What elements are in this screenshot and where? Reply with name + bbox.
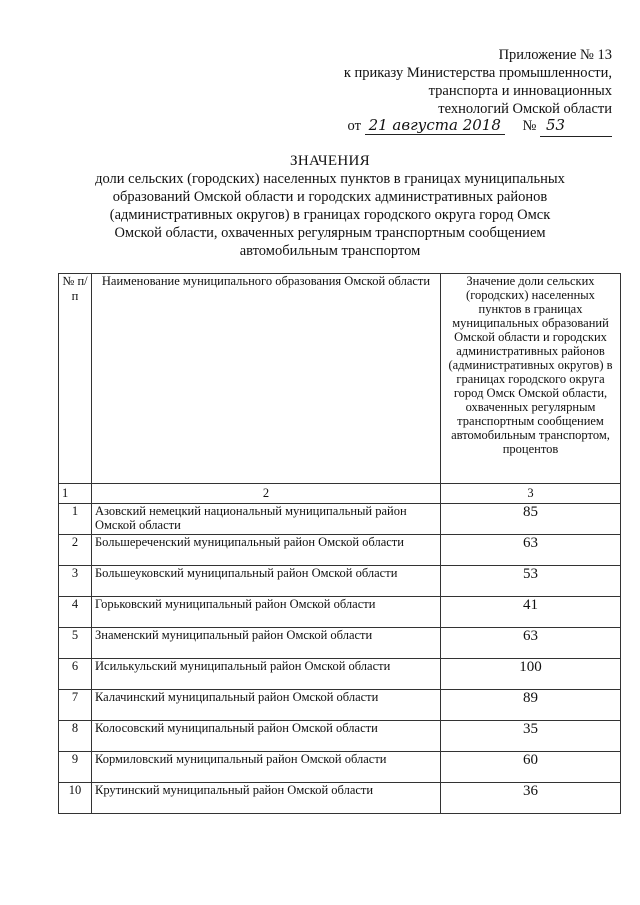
appendix-line: транспорта и инновационных xyxy=(428,83,612,99)
appendix-header xyxy=(292,46,612,118)
column-header-number: № п/п xyxy=(59,274,92,484)
table-row xyxy=(59,504,621,535)
row-name: Кормиловский муниципальный район Омской области xyxy=(92,752,441,783)
row-name: Калачинский муниципальный район Омской области xyxy=(92,690,441,721)
table-row xyxy=(59,721,621,752)
row-number: 8 xyxy=(59,721,92,752)
title-line: образований Омской области и городских административных районов xyxy=(112,189,548,205)
row-value: 85 xyxy=(441,504,621,535)
table-row xyxy=(59,535,621,566)
table-row xyxy=(59,566,621,597)
row-value: 35 xyxy=(441,721,621,752)
table-header-row xyxy=(59,274,621,484)
row-value: 53 xyxy=(441,566,621,597)
row-number: 2 xyxy=(59,535,92,566)
row-number: 5 xyxy=(59,628,92,659)
table-row xyxy=(59,690,621,721)
row-number: 1 xyxy=(59,504,92,535)
title-line: доли сельских (городских) населенных пунктов в границах муниципальных xyxy=(95,171,565,187)
row-number: 4 xyxy=(59,597,92,628)
table-row xyxy=(59,752,621,783)
row-value: 60 xyxy=(441,752,621,783)
row-name: Большеуковский муниципальный район Омской области xyxy=(92,566,441,597)
order-number-label: № xyxy=(522,118,537,134)
table-row xyxy=(59,783,621,814)
column-index: 3 xyxy=(441,484,621,504)
order-number: 53 xyxy=(546,116,566,134)
title-line: автомобильным транспортом xyxy=(239,243,421,259)
row-name: Крутинский муниципальный район Омской области xyxy=(92,783,441,814)
row-value: 36 xyxy=(441,783,621,814)
column-index-row xyxy=(59,484,621,504)
row-value: 41 xyxy=(441,597,621,628)
row-name: Знаменский муниципальный район Омской области xyxy=(92,628,441,659)
column-header-name: Наименование муниципального образования Омской области xyxy=(92,274,441,484)
appendix-line: к приказу Министерства промышленности, xyxy=(343,65,612,81)
order-from-label: от xyxy=(347,118,361,134)
document-title xyxy=(60,152,600,260)
row-value: 63 xyxy=(441,535,621,566)
column-index: 1 xyxy=(59,484,92,504)
row-number: 9 xyxy=(59,752,92,783)
row-number: 6 xyxy=(59,659,92,690)
row-value: 63 xyxy=(441,628,621,659)
order-reference xyxy=(312,116,612,137)
table-row xyxy=(59,659,621,690)
row-number: 3 xyxy=(59,566,92,597)
table-row xyxy=(59,597,621,628)
row-name: Большереченский муниципальный район Омской области xyxy=(92,535,441,566)
row-name: Исилькульский муниципальный район Омской области xyxy=(92,659,441,690)
appendix-line: Приложение № 13 xyxy=(498,47,612,63)
row-name: Горьковский муниципальный район Омской области xyxy=(92,597,441,628)
row-number: 7 xyxy=(59,690,92,721)
row-value: 89 xyxy=(441,690,621,721)
order-date: 21 августа 2018 xyxy=(365,116,505,135)
column-header-value: Значение доли сельских (городских) населенных пунктов в границах муниципальных образований Омской области и городских административных районов (административных округов) в границах городского округа город Омск Омской области, охваченных регулярным транспортным сообщением автомобильным транспортом, процентов xyxy=(441,274,621,484)
table-row xyxy=(59,628,621,659)
row-name: Азовский немецкий национальный муниципальный район Омской области xyxy=(92,504,441,535)
row-number: 10 xyxy=(59,783,92,814)
values-table xyxy=(58,273,621,814)
title-line: Омской области, охваченных регулярным транспортным сообщением xyxy=(114,225,546,241)
appendix-line: технологий Омской области xyxy=(438,101,612,117)
title-line: (административных округов) в границах городского округа город Омск xyxy=(109,207,551,223)
row-name: Колосовский муниципальный район Омской области xyxy=(92,721,441,752)
row-value: 100 xyxy=(441,659,621,690)
title-heading: ЗНАЧЕНИЯ xyxy=(290,153,370,169)
column-index: 2 xyxy=(92,484,441,504)
